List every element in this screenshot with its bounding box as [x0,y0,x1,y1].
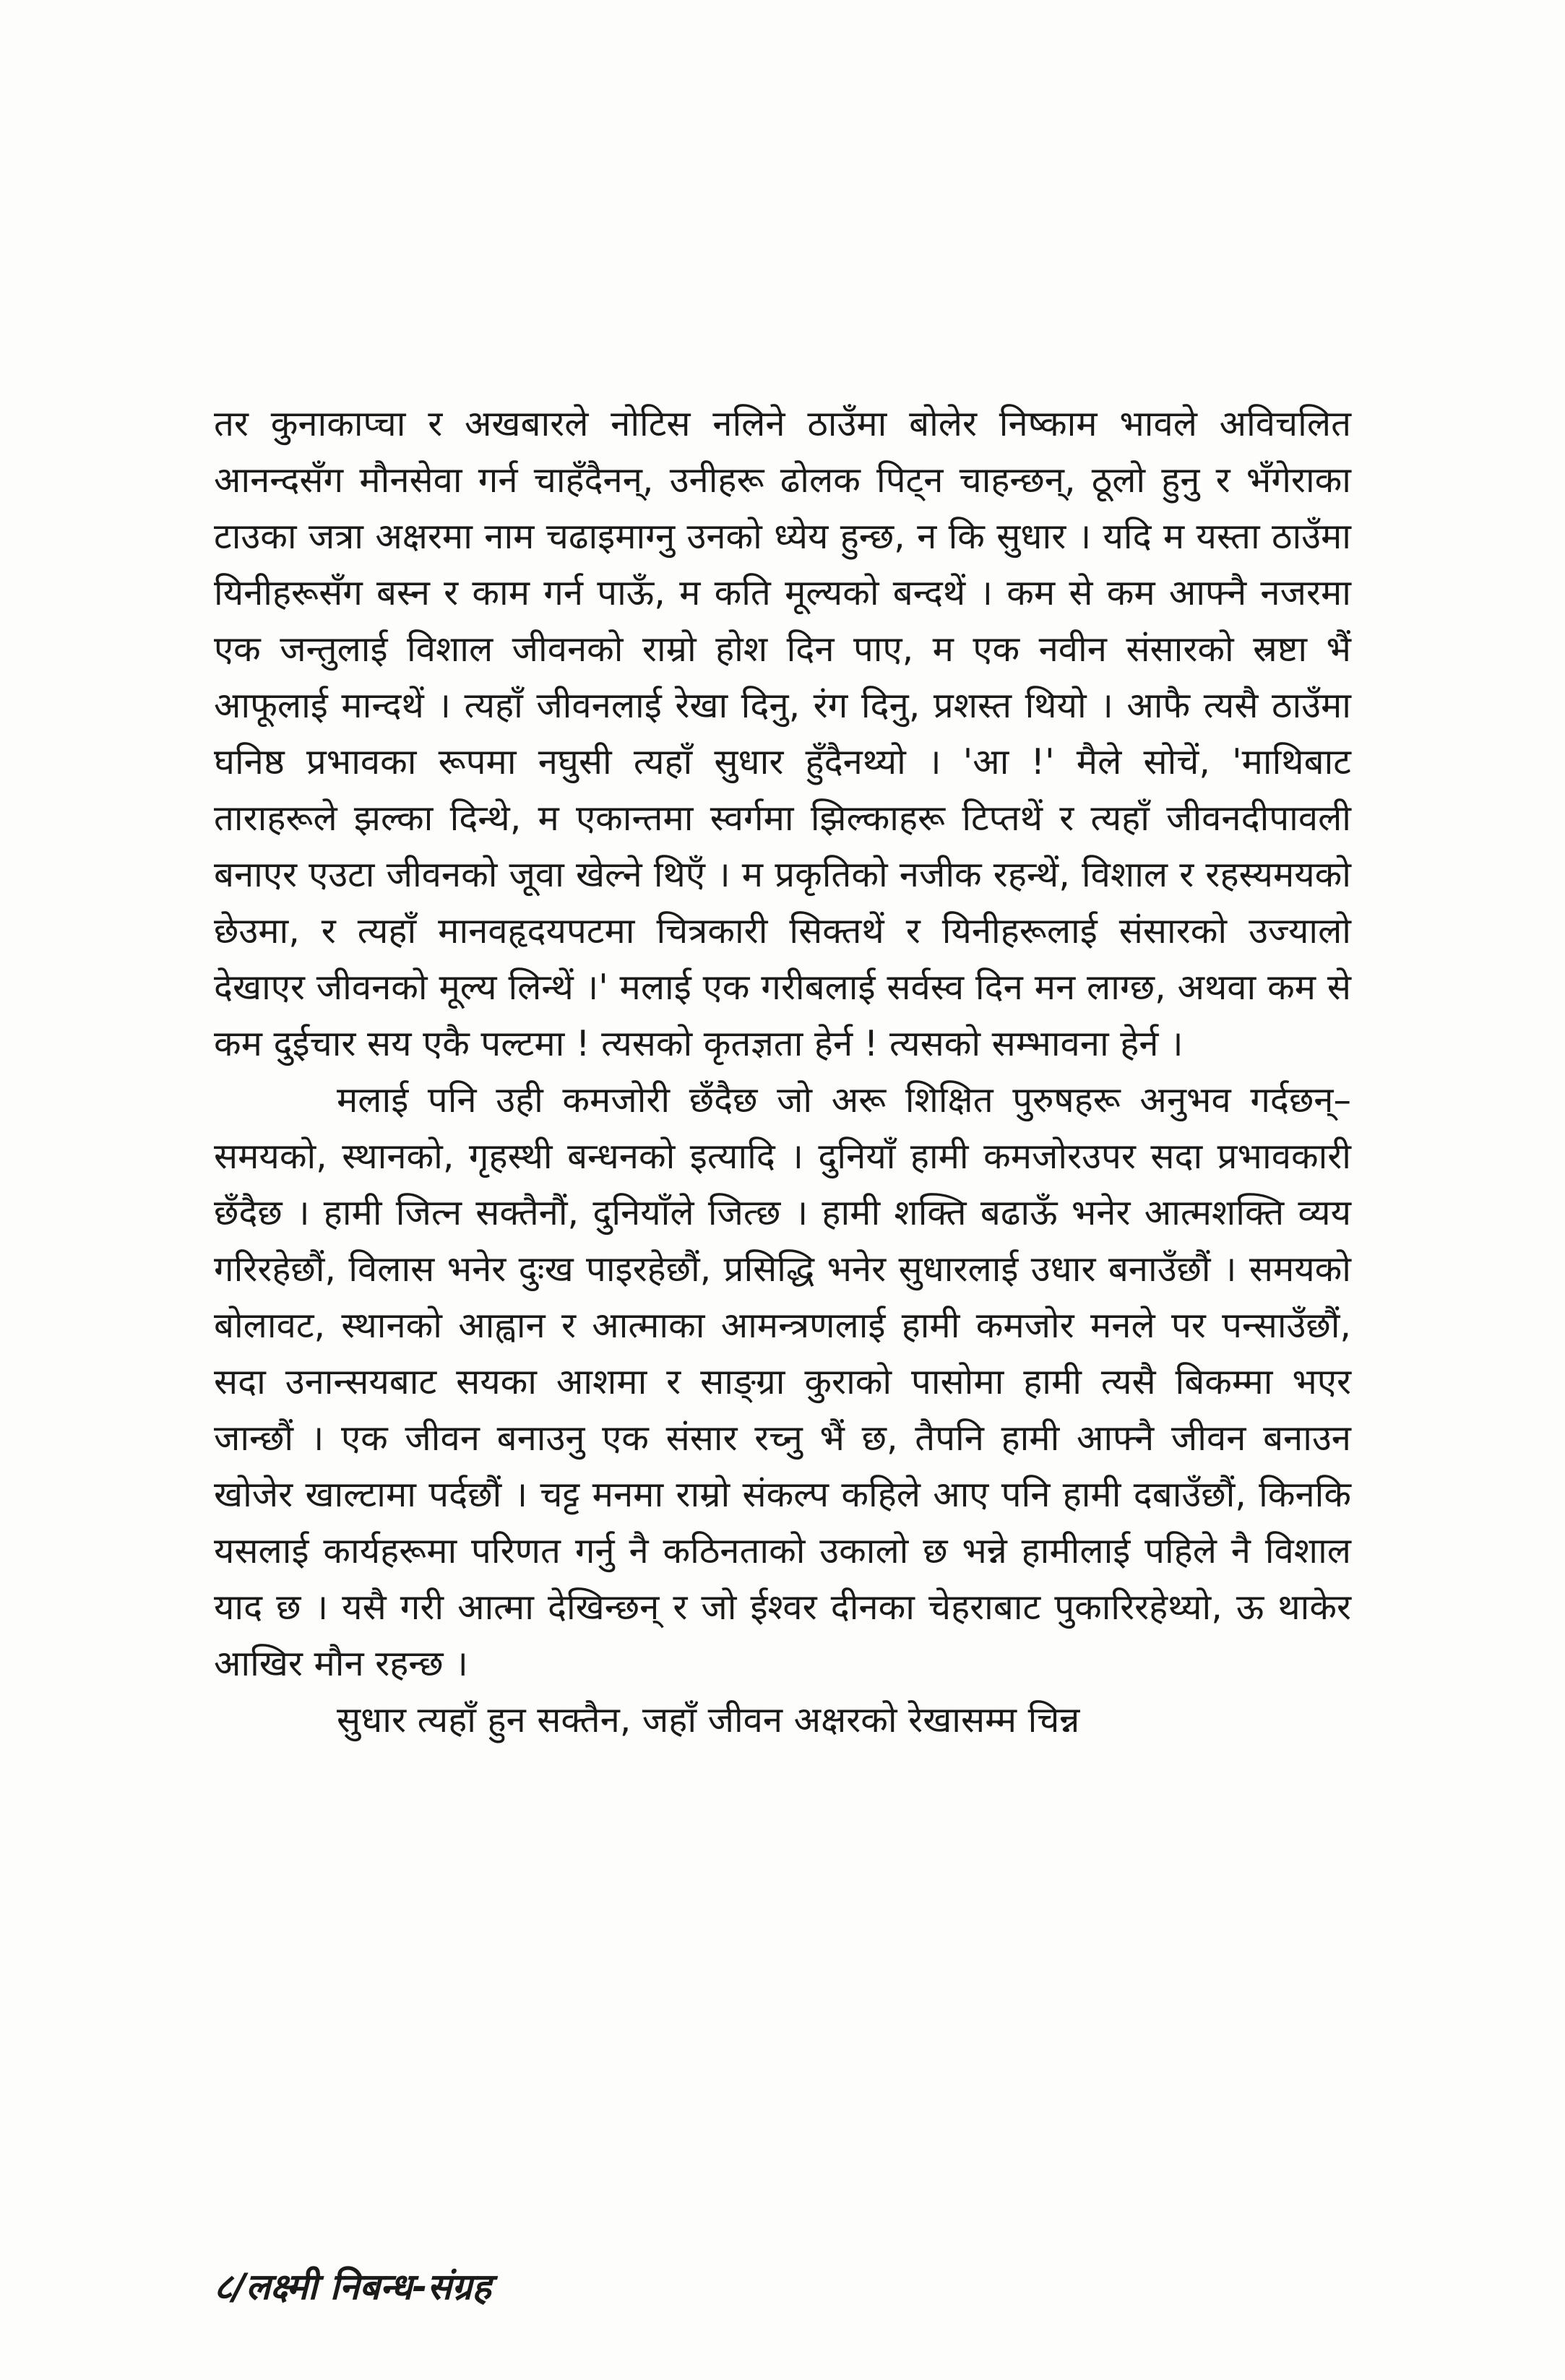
body-text [214,396,1351,1749]
paragraph-2: मलाई पनि उही कमजोरी छँदैछ जो अरू शिक्षित पुरुषहरू अनुभव गर्दछन्–समयको, स्थानको, गृहस्थी बन्धनको इत्यादि । दुनियाँ हामी कमजोरउपर सदा प्रभावकारी छँदैछ । हामी जित्न सक्तैनौं, दुनियाँले जित्छ । हामी शक्ति बढाऊँ भनेर आत्मशक्ति व्यय गरिरहेछौं, विलास भनेर दुःख पाइरहेछौं, प्रसिद्धि भनेर सुधारलाई उधार बनाउँछौं । समयको बोलावट, स्थानको आह्वान र आत्माका आमन्त्रणलाई हामी कमजोर मनले पर पन्साउँछौं, सदा उनान्सयबाट सयका आशमा र साङ्ग्रा कुराको पासोमा हामी त्यसै बिकम्मा भएर जान्छौं । एक जीवन बनाउनु एक संसार रच्नु भैं छ, तैपनि हामी आफ्नै जीवन बनाउन खोजेर खाल्टामा पर्दछौं । चट्ट मनमा राम्रो संकल्प कहिले आए पनि हामी दबाउँछौं, किनकि यसलाई कार्यहरूमा परिणत गर्नु नै कठिनताको उकालो छ भन्ने हामीलाई पहिले नै विशाल याद छ । यसै गरी आत्मा देखिन्छन् र जो ईश्वर दीनका चेहराबाट पुकारिरहेथ्यो, ऊ थाकेर आखिर मौन रहन्छ । [214,1079,1351,1684]
page-footer: ८/लक्ष्मी निबन्ध-संग्रह [214,2266,491,2308]
paragraph-1: तर कुनाकाप्चा र अखबारले नोटिस नलिने ठाउँमा बोलेर निष्काम भावले अविचलित आनन्दसँग मौनसेवा गर्न चाहँदैनन्, उनीहरू ढोलक पिट्न चाहन्छन्, ठूलो हुनु र भँगेराका टाउका जत्रा अक्षरमा नाम चढाइमाग्नु उनको ध्येय हुन्छ, न कि सुधार । यदि म यस्ता ठाउँमा यिनीहरूसँग बस्न र काम गर्न पाऊँ, म कति मूल्यको बन्दथें । कम से कम आफ्नै नजरमा एक जन्तुलाई विशाल जीवनको राम्रो होश दिन पाए, म एक नवीन संसारको स्रष्टा भैं आफूलाई मान्दथें । त्यहाँ जीवनलाई रेखा दिनु, रंग दिनु, प्रशस्त थियो । आफै त्यसै ठाउँमा घनिष्ठ प्रभावका रूपमा नघुसी त्यहाँ सुधार हुँदैनथ्यो । 'आ !' मैले सोचें, 'माथिबाट ताराहरूले झल्का दिन्थे, म एकान्तमा स्वर्गमा झिल्काहरू टिप्तथें र त्यहाँ जीवनदीपावली बनाएर एउटा जीवनको जूवा खेल्ने थिएँ । म प्रकृतिको नजीक रहन्थें, विशाल र रहस्यमयको छेउमा, र त्यहाँ मानवहृदयपटमा चित्रकारी सिक्तथें र यिनीहरूलाई संसारको उज्यालो देखाएर जीवनको मूल्य लिन्थें ।' मलाई एक गरीबलाई सर्वस्व दिन मन लाग्छ, अथवा कम से कम दुईचार सय एकै पल्टमा ! त्यसको कृतज्ञता हेर्न ! त्यसको सम्भावना हेर्न । [214,403,1351,1064]
paragraph-3: सुधार त्यहाँ हुन सक्तैन, जहाँ जीवन अक्षरको रेखासम्म चिन्न [337,1699,1080,1741]
